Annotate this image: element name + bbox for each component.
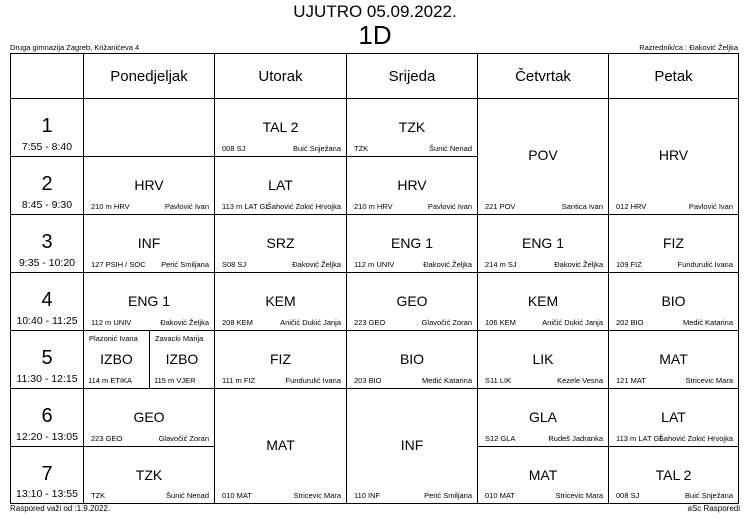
lesson-room: 214 m SJ: [485, 260, 517, 269]
lesson-room: 106 KEM: [485, 318, 516, 327]
lesson-cell: [478, 389, 609, 447]
period-cell: [11, 273, 84, 331]
lesson-subject: TZK: [135, 467, 163, 483]
lesson-subject: GEO: [133, 409, 165, 425]
lesson-teacher: Šahović Zokić Hrvojka: [266, 202, 341, 211]
lesson-teacher: Medić Katarina: [682, 318, 733, 327]
lesson-cell: [84, 273, 215, 331]
lesson-cell: [215, 273, 347, 331]
lesson-cell: [478, 215, 609, 273]
lesson-teacher: Đaković Željka: [423, 260, 472, 269]
lesson-teacher: Kezele Vesna: [557, 376, 603, 385]
lesson-room: 210 m HRV: [354, 202, 393, 211]
lesson-room: 127 PSIH / SOC: [91, 260, 146, 269]
lesson-teacher: Stricevic Mara: [555, 491, 603, 500]
lesson-teacher: Buić Snježana: [293, 144, 341, 153]
lesson-room: 113 m LAT GL: [616, 434, 664, 443]
day-header-friday: Petak: [609, 54, 738, 99]
period-time: 8:45 - 9:30: [21, 199, 73, 211]
lesson-teacher: Đaković Željka: [554, 260, 603, 269]
lesson-subject: ENG 1: [127, 293, 170, 309]
lesson-cell-double: [609, 99, 738, 215]
lesson-subject: LIK: [532, 351, 554, 367]
lesson-cell: [609, 389, 738, 447]
lesson-room: 110 INF: [354, 491, 381, 500]
period-cell: [11, 215, 84, 273]
lesson-teacher: Đaković Željka: [292, 260, 341, 269]
lesson-cell: [609, 447, 738, 503]
valid-from-note: Raspored važi od :1.9.2022.: [10, 504, 111, 513]
lesson-room: 221 POV: [485, 202, 516, 211]
lesson-teacher: Stricevic Mara: [293, 491, 341, 500]
lesson-teacher: Aničić Dukić Janja: [542, 318, 603, 327]
lesson-subject: ENG 1: [521, 235, 564, 251]
lesson-room: 114 m ETIKA: [88, 376, 133, 385]
lesson-room: 112 m UNIV: [354, 260, 395, 269]
lesson-subject: HRV: [134, 177, 164, 193]
lesson-room: 012 HRV: [616, 202, 647, 211]
period-time: 9:35 - 10:20: [18, 257, 76, 269]
period-number: 5: [41, 347, 53, 369]
day-header-tuesday: Utorak: [215, 54, 347, 99]
lesson-room: TZK: [91, 491, 106, 500]
lesson-teacher: Glavočić Zoran: [421, 318, 472, 327]
lesson-subject: MAT: [528, 467, 558, 483]
period-number: 1: [41, 115, 53, 137]
lesson-room: 202 BIO: [616, 318, 644, 327]
lesson-teacher: Pavlović Ivan: [688, 202, 733, 211]
lesson-subject: TZK: [398, 119, 426, 135]
lesson-subject: POV: [528, 147, 558, 163]
lesson-room: 115 m VJER: [154, 376, 196, 385]
lesson-cell-split: [150, 331, 215, 389]
lesson-cell: [478, 331, 609, 389]
lesson-teacher: Šunić Nenad: [429, 144, 472, 153]
period-number: 3: [41, 231, 53, 253]
lesson-teacher: Plazonić Ivana: [89, 334, 138, 343]
class-teacher: Razrednik/ca : Đaković Željka: [639, 43, 738, 52]
lesson-cell-double: [215, 389, 347, 503]
timetable-grid: [10, 53, 739, 504]
lesson-subject: KEM: [265, 293, 296, 309]
lesson-cell-double: [347, 389, 478, 503]
lesson-teacher: Fundurulić Ivana: [677, 260, 733, 269]
lesson-cell: [84, 389, 215, 447]
lesson-cell: [84, 447, 215, 503]
lesson-subject: FIZ: [270, 351, 291, 367]
lesson-teacher: Buić Snježana: [685, 491, 733, 500]
lesson-room: 109 FIZ: [616, 260, 642, 269]
period-time: 10:40 - 11:25: [16, 315, 78, 327]
period-cell: [11, 99, 84, 157]
lesson-cell-split: [84, 331, 150, 389]
lesson-teacher: Pavlović Ivan: [164, 202, 209, 211]
lesson-cell: [215, 157, 347, 215]
school-name: Druga gimnazija Zagreb, Križanićeva 4: [10, 43, 140, 52]
lesson-subject: HRV: [397, 177, 427, 193]
lesson-room: S11 LIK: [485, 376, 512, 385]
lesson-subject: INF: [137, 235, 161, 251]
lesson-teacher: Zavacki Marija: [155, 334, 204, 343]
lesson-cell: [609, 273, 738, 331]
lesson-subject: FIZ: [663, 235, 684, 251]
lesson-cell: [84, 215, 215, 273]
lesson-room: 208 KEM: [222, 318, 253, 327]
lesson-subject: SRZ: [266, 235, 295, 251]
lesson-subject: MAT: [659, 351, 688, 367]
lesson-room: S12 GLA: [485, 434, 516, 443]
lesson-room: S08 SJ: [222, 260, 247, 269]
lesson-cell: [478, 447, 609, 503]
lesson-room: 223 GEO: [354, 318, 386, 327]
day-header-wednesday: Srijeda: [347, 54, 478, 99]
lesson-teacher: Santica Ivan: [561, 202, 603, 211]
lesson-cell-double: [478, 99, 609, 215]
lesson-cell: [347, 157, 478, 215]
period-number: 2: [41, 173, 53, 195]
lesson-subject: MAT: [266, 437, 295, 453]
day-header-monday: Ponedjeljak: [84, 54, 215, 99]
lesson-room: 111 m FIZ: [222, 376, 256, 385]
lesson-teacher: Stricevic Mara: [685, 376, 733, 385]
lesson-teacher: Perić Smiljana: [161, 260, 209, 269]
lesson-teacher: Đaković Željka: [160, 318, 209, 327]
period-time: 13:10 - 13:55: [16, 488, 78, 500]
lesson-room: 008 SJ: [616, 491, 640, 500]
lesson-subject: LAT: [661, 409, 686, 425]
lesson-room: 223 GEO: [91, 434, 123, 443]
day-header-thursday: Četvrtak: [478, 54, 609, 99]
lesson-teacher: Pavlović Ivan: [427, 202, 472, 211]
class-title: 1D: [358, 20, 392, 50]
lesson-teacher: Aničić Dukić Janja: [280, 318, 341, 327]
lesson-teacher: Šahović Zokić Hrvojka: [658, 434, 733, 443]
lesson-room: 210 m HRV: [91, 202, 130, 211]
lesson-room: 203 BIO: [354, 376, 382, 385]
lesson-subject: TAL 2: [655, 467, 692, 483]
lesson-room: 008 SJ: [222, 144, 246, 153]
period-cell: [11, 157, 84, 215]
lesson-subject: BIO: [661, 293, 686, 309]
period-number: 6: [41, 405, 53, 427]
lesson-subject: HRV: [658, 147, 689, 163]
lesson-room: 112 m UNIV: [91, 318, 132, 327]
lesson-cell: [347, 215, 478, 273]
lesson-subject: BIO: [399, 351, 425, 367]
lesson-cell: [609, 331, 738, 389]
lesson-teacher: Glavočić Zoran: [158, 434, 209, 443]
period-cell: [11, 447, 84, 503]
lesson-cell: [347, 99, 478, 157]
lesson-cell: [609, 215, 738, 273]
lesson-cell: [478, 273, 609, 331]
lesson-subject: GEO: [396, 293, 428, 309]
lesson-room: TZK: [354, 144, 369, 153]
lesson-subject: GLA: [528, 409, 557, 425]
period-cell: [11, 331, 84, 389]
lesson-subject: TAL 2: [262, 119, 299, 135]
lesson-room: 113 m LAT GL: [222, 202, 270, 211]
lesson-cell: [347, 331, 478, 389]
lesson-room: 010 MAT: [222, 491, 252, 500]
software-credit: aSc Rasporedi: [687, 504, 740, 513]
lesson-subject: IZBO: [165, 351, 199, 367]
lesson-cell-empty: [84, 99, 215, 157]
period-cell: [11, 389, 84, 447]
lesson-teacher: Medić Katarina: [421, 376, 472, 385]
lesson-teacher: Perić Smiljana: [424, 491, 472, 500]
lesson-cell: [84, 157, 215, 215]
period-time: 11:30 - 12:15: [16, 373, 78, 385]
lesson-cell: [215, 99, 347, 157]
lesson-subject: KEM: [527, 293, 559, 309]
lesson-subject: LAT: [268, 177, 293, 193]
timetable-subtitle: UJUTRO 05.09.2022.: [293, 2, 457, 21]
lesson-cell: [215, 331, 347, 389]
corner-cell: [11, 54, 84, 99]
lesson-teacher: Fundurulić Ivana: [285, 376, 341, 385]
lesson-cell: [347, 273, 478, 331]
lesson-subject: IZBO: [100, 351, 133, 367]
period-number: 7: [41, 463, 53, 485]
lesson-room: 121 MAT: [616, 376, 646, 385]
lesson-teacher: Rudeš Jadranka: [548, 434, 603, 443]
period-time: 7:55 - 8:40: [21, 141, 73, 153]
lesson-room: 010 MAT: [485, 491, 515, 500]
period-time: 12:20 - 13:05: [16, 431, 78, 443]
lesson-subject: ENG 1: [390, 235, 433, 251]
lesson-subject: INF: [400, 437, 424, 453]
lesson-cell: [215, 215, 347, 273]
lesson-teacher: Šunić Nenad: [166, 491, 209, 500]
period-number: 4: [41, 289, 53, 311]
